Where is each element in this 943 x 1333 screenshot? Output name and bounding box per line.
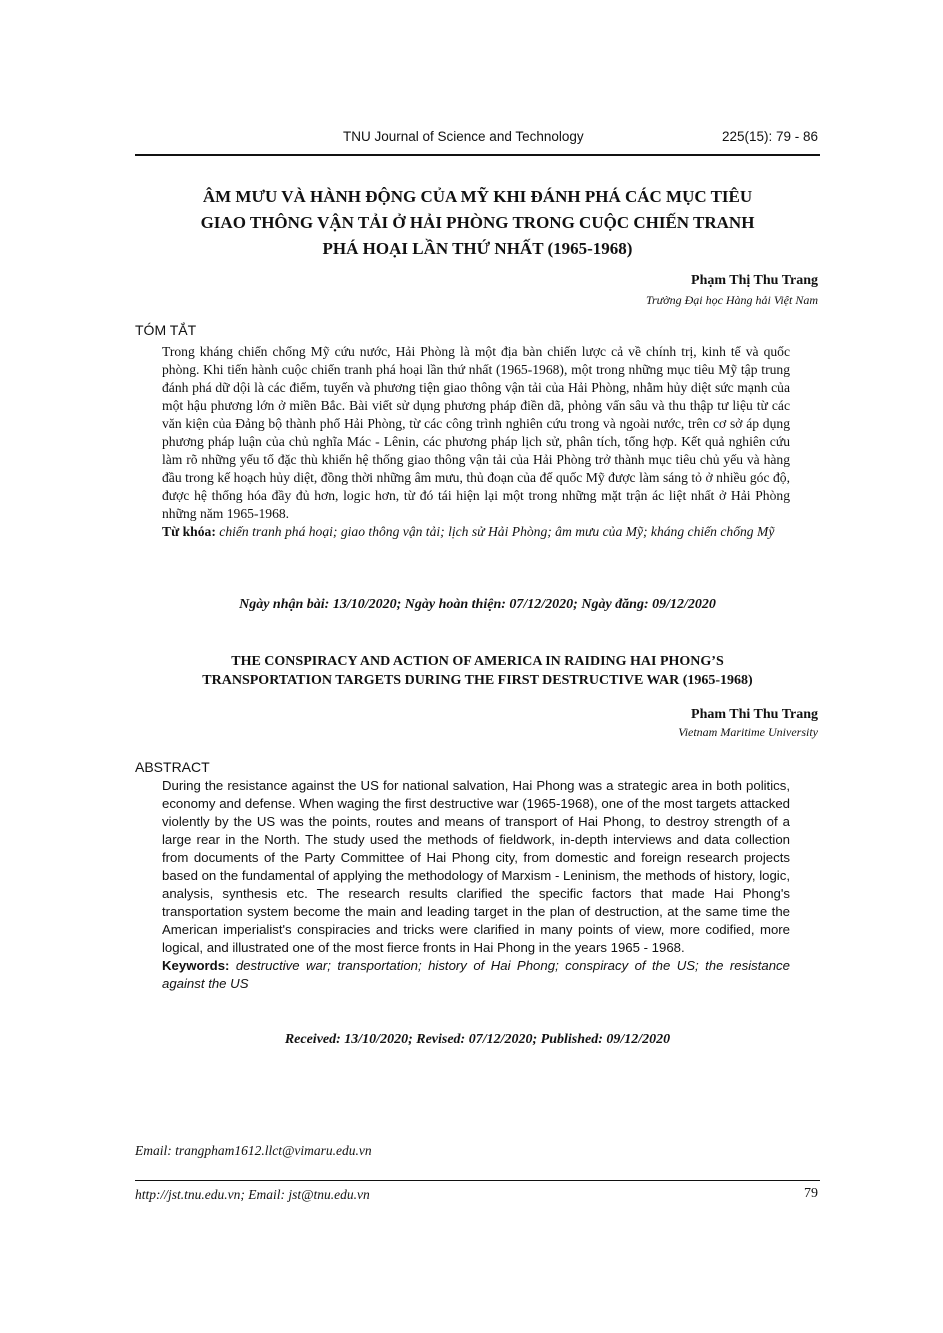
running-header xyxy=(135,129,820,149)
vn-title-line: ÂM MƯU VÀ HÀNH ĐỘNG CỦA MỸ KHI ĐÁNH PHÁ CÁC MỤC TIÊU xyxy=(202,187,753,206)
header-divider xyxy=(135,154,820,156)
vn-keywords-label: Từ khóa: xyxy=(162,524,216,539)
en-abstract-heading: ABSTRACT xyxy=(135,759,210,775)
vn-abstract xyxy=(162,343,790,541)
footer-links: http://jst.tnu.edu.vn; Email: jst@tnu.edu.vn xyxy=(135,1187,370,1202)
vn-title-line: GIAO THÔNG VẬN TẢI Ở HẢI PHÒNG TRONG CUỘC CHIẾN TRANH xyxy=(200,213,755,232)
vn-dates: Ngày nhận bài: 13/10/2020; Ngày hoàn thiện: 07/12/2020; Ngày đăng: 09/12/2020 xyxy=(239,597,716,612)
corresponding-email: Email: trangpham1612.llct@vimaru.edu.vn xyxy=(135,1143,372,1158)
en-abstract xyxy=(162,777,790,993)
en-keywords-label: Keywords: xyxy=(162,958,230,973)
journal-name: TNU Journal of Science and Technology xyxy=(343,129,584,144)
en-title-line: TRANSPORTATION TARGETS DURING THE FIRST DESTRUCTIVE WAR (1965-1968) xyxy=(202,673,753,688)
vn-abstract-heading: TÓM TẮT xyxy=(135,322,197,338)
en-author: Pham Thi Thu Trang xyxy=(691,707,818,722)
vn-title xyxy=(135,184,820,262)
en-keywords: destructive war; transportation; history of Hai Phong; conspiracy of the US; the resistance against the US xyxy=(162,958,790,991)
en-dates: Received: 13/10/2020; Revised: 07/12/2020; Published: 09/12/2020 xyxy=(284,1032,671,1047)
vn-author: Phạm Thị Thu Trang xyxy=(691,273,818,288)
en-affiliation: Vietnam Maritime University xyxy=(678,725,818,739)
page-number: 79 xyxy=(804,1186,818,1201)
vn-title-line: PHÁ HOẠI LẦN THỨ NHẤT (1965-1968) xyxy=(322,239,633,258)
vn-keywords: chiến tranh phá hoại; giao thông vận tải; lịch sử Hải Phòng; âm mưu của Mỹ; kháng chiến chống Mỹ xyxy=(219,524,775,539)
en-title xyxy=(135,652,820,690)
vn-abstract-text: Trong kháng chiến chống Mỹ cứu nước, Hải Phòng là một địa bàn chiến lược cả về chính trị, kinh tế và quốc phòng. Khi tiến hành cuộc chiến tranh phá hoại lần thứ nhất (1965-1968), một trong những mục tiêu Mỹ tập trung đánh phá dữ dội là các điểm, tuyến và phương tiện giao thông vận tải của Hải Phòng, nhằm hủy diệt sức mạnh của một hậu phương lớn ở miền Bắc. Bài viết sử dụng phương pháp điền dã, phỏng vấn sâu và thu thập tư liệu từ các văn kiện của Đảng bộ thành phố Hải Phòng, từ các công trình nghiên cứu trong và ngoài nước, trên cơ sở áp dụng phương pháp luận của chủ nghĩa Mác - Lênin, các phương pháp lịch sử, phân tích, tổng hợp. Kết quả nghiên cứu làm rõ những yếu tố đặc thù khiến hệ thống giao thông vận tải của Hải Phòng trở thành mục tiêu chủ yếu và hàng đầu trong kế hoạch hủy diệt, đồng thời những âm mưu, thủ đoạn của đế quốc Mỹ được làm sáng tỏ ở nhiều góc độ, được hệ thống hóa đầy đủ hơn, logic hơn, từ đó tái hiện lại một trong những mặt trận ác liệt nhất ở Hải Phòng những năm 1965-1968. xyxy=(162,344,790,521)
en-title-line: THE CONSPIRACY AND ACTION OF AMERICA IN RAIDING HAI PHONG’S xyxy=(231,654,724,669)
volume-pages: 225(15): 79 - 86 xyxy=(721,129,818,144)
footer-divider xyxy=(135,1180,820,1181)
vn-affiliation: Trường Đại học Hàng hải Việt Nam xyxy=(645,293,818,307)
en-abstract-text: During the resistance against the US for national salvation, Hai Phong was a strategic area in both politics, economy and defense. When waging the first destructive war (1965-1968), one of the most targets attacked violently by the US was the points, routes and means of transport of Hai Phong, to destroy strength of a large rear in the North. The study used the methods of fieldwork, in-depth interviews and data collection from documents of the Party Committee of Hai Phong city, from domestic and foreign research projects based on the fundamental of applying the methodology of Marxism - Leninism, the methods of history, logic, analysis, synthesis etc. The research results clarified the specific factors that made Hai Phong's transportation system become the main and leading target in the plan of destruction, at the same time the American imperialist's conspiracies and tricks were clarified in many points of view, more codified, more logical, and illustrated one of the most fierce fronts in Hai Phong in the years 1965 - 1968. xyxy=(162,778,790,955)
